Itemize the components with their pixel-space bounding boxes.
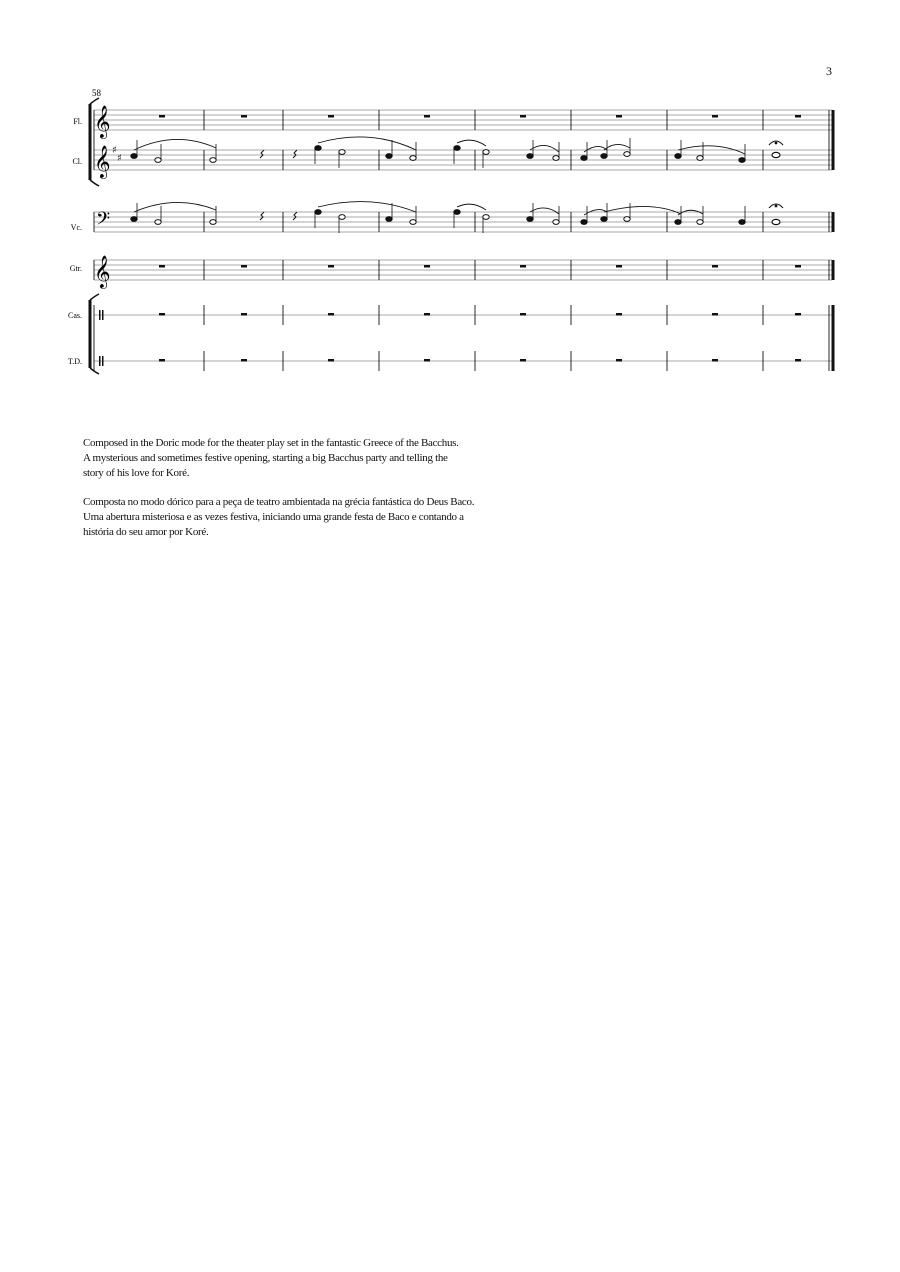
text-line: história do seu amor por Koré. bbox=[83, 526, 209, 538]
percussion-clef-icon bbox=[99, 310, 104, 366]
clarinet-melody bbox=[131, 138, 783, 168]
text-line: A mysterious and sometimes festive opening, starting a big Bacchus party and telling the bbox=[83, 452, 448, 464]
program-notes-portuguese bbox=[83, 495, 643, 540]
program-notes-english bbox=[83, 436, 643, 481]
staff-label-tom-drum: T.D. bbox=[67, 357, 82, 366]
measure-number: 58 bbox=[92, 88, 101, 98]
text-line: Uma abertura misteriosa e as vezes festiva, iniciando uma grande festa de Baco e contando a bbox=[83, 511, 464, 523]
staff-label-flute: Fl. bbox=[73, 117, 82, 126]
staff-label-guitar: Gtr. bbox=[69, 264, 82, 273]
key-signature-sharps bbox=[112, 145, 122, 164]
text-line: Composta no modo dórico para a peça de teatro ambientada na grécia fantástica do Deus Baco. bbox=[83, 496, 475, 508]
bass-clef-icon: 𝄢 bbox=[96, 209, 111, 234]
violoncello-melody bbox=[131, 203, 783, 233]
clarinet-slurs bbox=[134, 137, 745, 154]
staff-label-clarinet: Cl. bbox=[72, 157, 82, 166]
treble-clef-icon: 𝄞 bbox=[94, 145, 111, 178]
program-notes bbox=[83, 436, 643, 554]
treble-clef-icon: 𝄞 bbox=[94, 105, 111, 138]
whole-rests bbox=[159, 115, 801, 362]
staff-label-castanets: Cas. bbox=[68, 311, 82, 320]
page-number: 3 bbox=[826, 64, 832, 78]
svg-text:♯: ♯ bbox=[112, 145, 117, 156]
text-line: Composed in the Doric mode for the theater play set in the fantastic Greece of the Bacchus. bbox=[83, 437, 459, 449]
svg-text:♯: ♯ bbox=[117, 153, 122, 164]
staff-label-violoncello: Vc. bbox=[70, 223, 82, 232]
violoncello-slurs bbox=[134, 202, 703, 215]
music-score bbox=[0, 0, 900, 400]
treble-clef-icon: 𝄞 bbox=[94, 255, 111, 288]
text-line: story of his love for Koré. bbox=[83, 467, 190, 479]
